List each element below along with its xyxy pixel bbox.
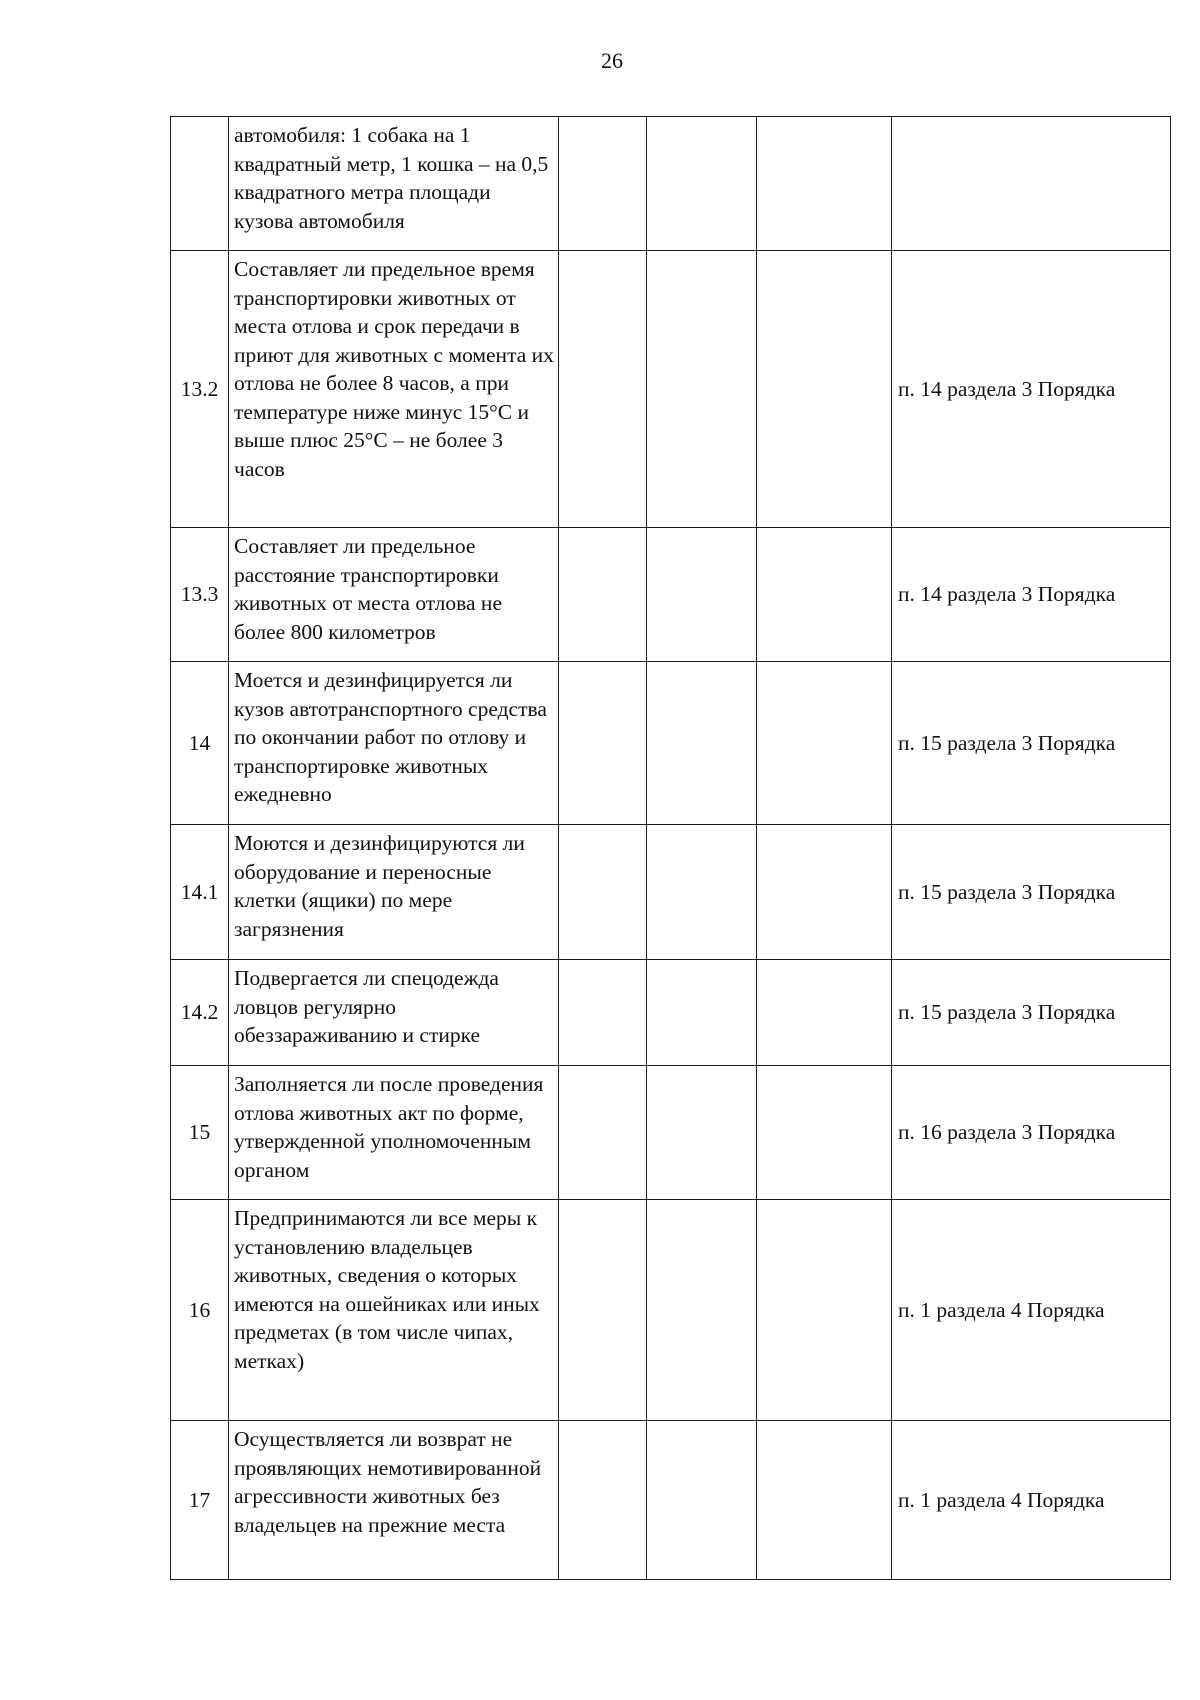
row-number: 14.2 [171, 960, 229, 1066]
table-row [171, 117, 1171, 251]
page-number: 26 [601, 48, 623, 73]
answer-no-cell [647, 1200, 757, 1421]
requirement-text: Моется и дезинфицируется ли кузов автотранспортного средства по окончании работ по отлову и транспортировке животных ежедневно [229, 662, 559, 825]
answer-na-cell [757, 251, 892, 528]
answer-na-cell [757, 662, 892, 825]
table-row [171, 662, 1171, 825]
answer-yes-cell [559, 117, 647, 251]
legal-reference: п. 15 раздела 3 Порядка [892, 825, 1171, 960]
answer-no-cell [647, 960, 757, 1066]
answer-yes-cell [559, 960, 647, 1066]
answer-na-cell [757, 1421, 892, 1580]
answer-yes-cell [559, 528, 647, 662]
answer-no-cell [647, 1066, 757, 1200]
answer-na-cell [757, 117, 892, 251]
answer-na-cell [757, 1200, 892, 1421]
table-row [171, 1200, 1171, 1421]
answer-no-cell [647, 1421, 757, 1580]
legal-reference: п. 14 раздела 3 Порядка [892, 251, 1171, 528]
row-number: 13.3 [171, 528, 229, 662]
row-number: 13.2 [171, 251, 229, 528]
table-row [171, 251, 1171, 528]
row-number [171, 117, 229, 251]
answer-no-cell [647, 528, 757, 662]
answer-na-cell [757, 528, 892, 662]
answer-yes-cell [559, 251, 647, 528]
row-number: 14.1 [171, 825, 229, 960]
table-row [171, 825, 1171, 960]
legal-reference: п. 1 раздела 4 Порядка [892, 1200, 1171, 1421]
answer-yes-cell [559, 825, 647, 960]
legal-reference: п. 15 раздела 3 Порядка [892, 662, 1171, 825]
legal-reference [892, 117, 1171, 251]
legal-reference: п. 1 раздела 4 Порядка [892, 1421, 1171, 1580]
answer-yes-cell [559, 1421, 647, 1580]
requirement-text: Составляет ли предельное время транспортировки животных от места отлова и срок передачи в приют для животных с момента их отлова не более 8 часов, а при температуре ниже минус 15°С и выше плюс 25°С – не более 3 часов [229, 251, 559, 528]
requirement-text: Составляет ли предельное расстояние транспортировки животных от места отлова не более 800 километров [229, 528, 559, 662]
table-row [171, 1421, 1171, 1580]
requirement-text: Осуществляется ли возврат не проявляющих немотивированной агрессивности животных без владельцев на прежние места [229, 1421, 559, 1580]
requirement-text: автомобиля: 1 собака на 1 квадратный метр, 1 кошка – на 0,5 квадратного метра площади кузова автомобиля [229, 117, 559, 251]
requirement-text: Подвергается ли спецодежда ловцов регулярно обеззараживанию и стирке [229, 960, 559, 1066]
answer-na-cell [757, 960, 892, 1066]
checklist-table [170, 116, 1171, 1580]
table-row [171, 528, 1171, 662]
row-number: 15 [171, 1066, 229, 1200]
row-number: 17 [171, 1421, 229, 1580]
requirement-text: Моются и дезинфицируются ли оборудование и переносные клетки (ящики) по мере загрязнения [229, 825, 559, 960]
legal-reference: п. 16 раздела 3 Порядка [892, 1066, 1171, 1200]
answer-yes-cell [559, 662, 647, 825]
legal-reference: п. 14 раздела 3 Порядка [892, 528, 1171, 662]
requirement-text: Заполняется ли после проведения отлова животных акт по форме, утвержденной уполномоченным органом [229, 1066, 559, 1200]
requirement-text: Предпринимаются ли все меры к установлению владельцев животных, сведения о которых имеются на ошейниках или иных предметах (в том числе чипах, метках) [229, 1200, 559, 1421]
row-number: 16 [171, 1200, 229, 1421]
answer-no-cell [647, 662, 757, 825]
row-number: 14 [171, 662, 229, 825]
answer-na-cell [757, 1066, 892, 1200]
answer-na-cell [757, 825, 892, 960]
answer-yes-cell [559, 1200, 647, 1421]
answer-no-cell [647, 825, 757, 960]
answer-yes-cell [559, 1066, 647, 1200]
table-row [171, 1066, 1171, 1200]
answer-no-cell [647, 251, 757, 528]
answer-no-cell [647, 117, 757, 251]
table-row [171, 960, 1171, 1066]
legal-reference: п. 15 раздела 3 Порядка [892, 960, 1171, 1066]
